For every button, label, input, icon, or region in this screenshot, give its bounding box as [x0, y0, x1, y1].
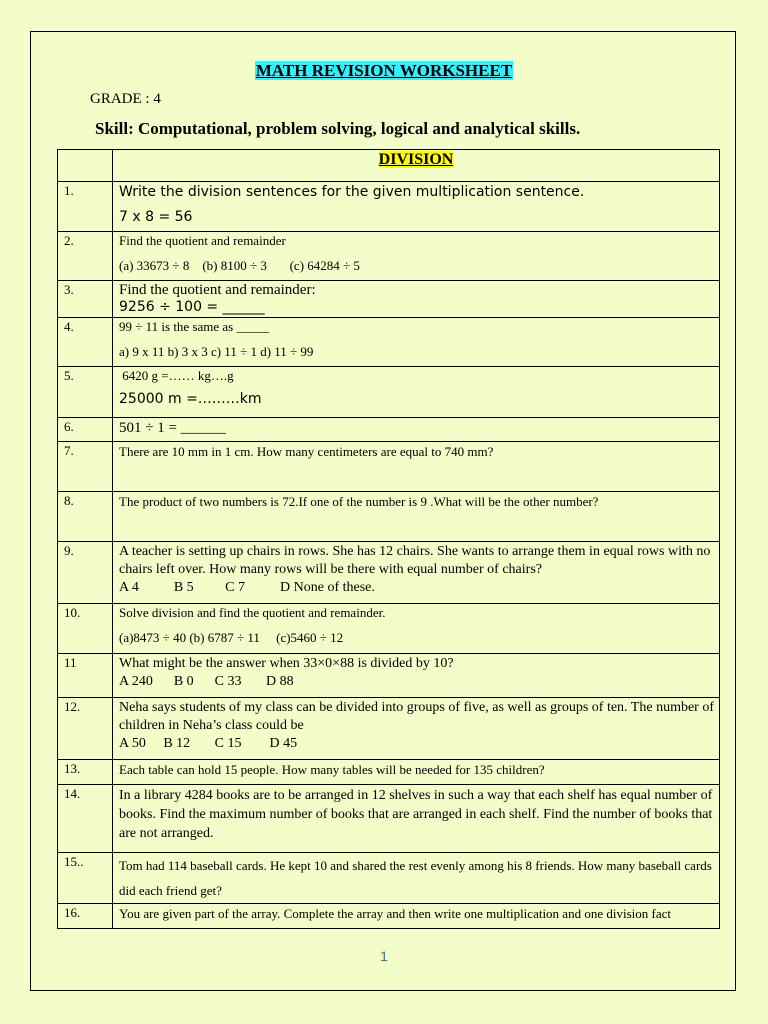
- question-text: There are 10 mm in 1 cm. How many centimeters are equal to 740 mm?: [113, 442, 720, 492]
- question-text: Solve division and find the quotient and remainder. (a)8473 ÷ 40 (b) 6787 ÷ 11 (c)5460 ÷ 12: [113, 604, 720, 654]
- question-row: [58, 853, 720, 904]
- question-row: [58, 367, 720, 418]
- question-text: 99 ÷ 11 is the same as _____ a) 9 x 11 b) 3 x 3 c) 11 ÷ 1 d) 11 ÷ 99: [113, 318, 720, 367]
- question-row: [58, 418, 720, 442]
- question-number: 5.: [58, 367, 113, 418]
- question-row: [58, 442, 720, 492]
- question-text: In a library 4284 books are to be arranged in 12 shelves in such a way that each shelf has equal number of books. Find the maximum number of books that are arranged in each shelf. Find the number of books that are not arranged.: [113, 785, 720, 853]
- question-number: 2.: [58, 232, 113, 281]
- question-text: Neha says students of my class can be divided into groups of five, as well as groups of ten. The number of children in Neha’s class could be A 50 B 12 C 15 D 45: [113, 698, 720, 760]
- question-text: Find the quotient and remainder (a) 33673 ÷ 8 (b) 8100 ÷ 3 (c) 64284 ÷ 5: [113, 232, 720, 281]
- question-number: 4.: [58, 318, 113, 367]
- skill-label: Skill: Computational, problem solving, logical and analytical skills.: [95, 119, 581, 138]
- question-text: 6420 g =…… kg….g 25000 m =………km: [113, 367, 720, 418]
- question-number: 15..: [58, 853, 113, 904]
- question-text: 501 ÷ 1 = ______: [113, 418, 720, 442]
- question-row: [58, 604, 720, 654]
- question-text: Find the quotient and remainder: 9256 ÷ 100 = ______: [113, 281, 720, 318]
- question-number: 13.: [58, 760, 113, 785]
- question-row: [58, 318, 720, 367]
- question-number: 11: [58, 654, 113, 698]
- question-row: [58, 654, 720, 698]
- question-row: [58, 492, 720, 542]
- question-row: [58, 760, 720, 785]
- question-text: You are given part of the array. Complete the array and then write one multiplication and one division fact: [113, 904, 720, 929]
- section-header-row: [58, 150, 720, 182]
- question-number: 9.: [58, 542, 113, 604]
- question-row: [58, 904, 720, 929]
- question-number: 8.: [58, 492, 113, 542]
- question-row: [58, 785, 720, 853]
- question-text: A teacher is setting up chairs in rows. She has 12 chairs. She wants to arrange them in equal rows with no chairs left over. How many rows will be there with equal number of chairs? A 4 B 5 C 7 D None of these.: [113, 542, 720, 604]
- question-text: The product of two numbers is 72.If one of the number is 9 .What will be the other number?: [113, 492, 720, 542]
- questions-table: [57, 149, 720, 929]
- question-text: Write the division sentences for the given multiplication sentence. 7 x 8 = 56: [113, 182, 720, 232]
- section-title: DIVISION: [113, 150, 720, 182]
- page-number: 1: [380, 948, 388, 964]
- question-text: What might be the answer when 33×0×88 is divided by 10? A 240 B 0 C 33 D 88: [113, 654, 720, 698]
- question-number: 7.: [58, 442, 113, 492]
- question-number: 1.: [58, 182, 113, 232]
- question-number: 10.: [58, 604, 113, 654]
- question-row: [58, 281, 720, 318]
- question-row: [58, 232, 720, 281]
- question-text: Each table can hold 15 people. How many tables will be needed for 135 children?: [113, 760, 720, 785]
- question-row: [58, 542, 720, 604]
- question-number: 3.: [58, 281, 113, 318]
- question-row: [58, 182, 720, 232]
- question-number: 6.: [58, 418, 113, 442]
- question-number: 16.: [58, 904, 113, 929]
- grade-label: GRADE : 4: [90, 91, 161, 107]
- question-text: Tom had 114 baseball cards. He kept 10 and shared the rest evenly among his 8 friends. How many baseball cards did each friend get?: [113, 853, 720, 904]
- question-number: 12.: [58, 698, 113, 760]
- question-row: [58, 698, 720, 760]
- worksheet-title: MATH REVISION WORKSHEET: [255, 61, 513, 80]
- question-number: 14.: [58, 785, 113, 853]
